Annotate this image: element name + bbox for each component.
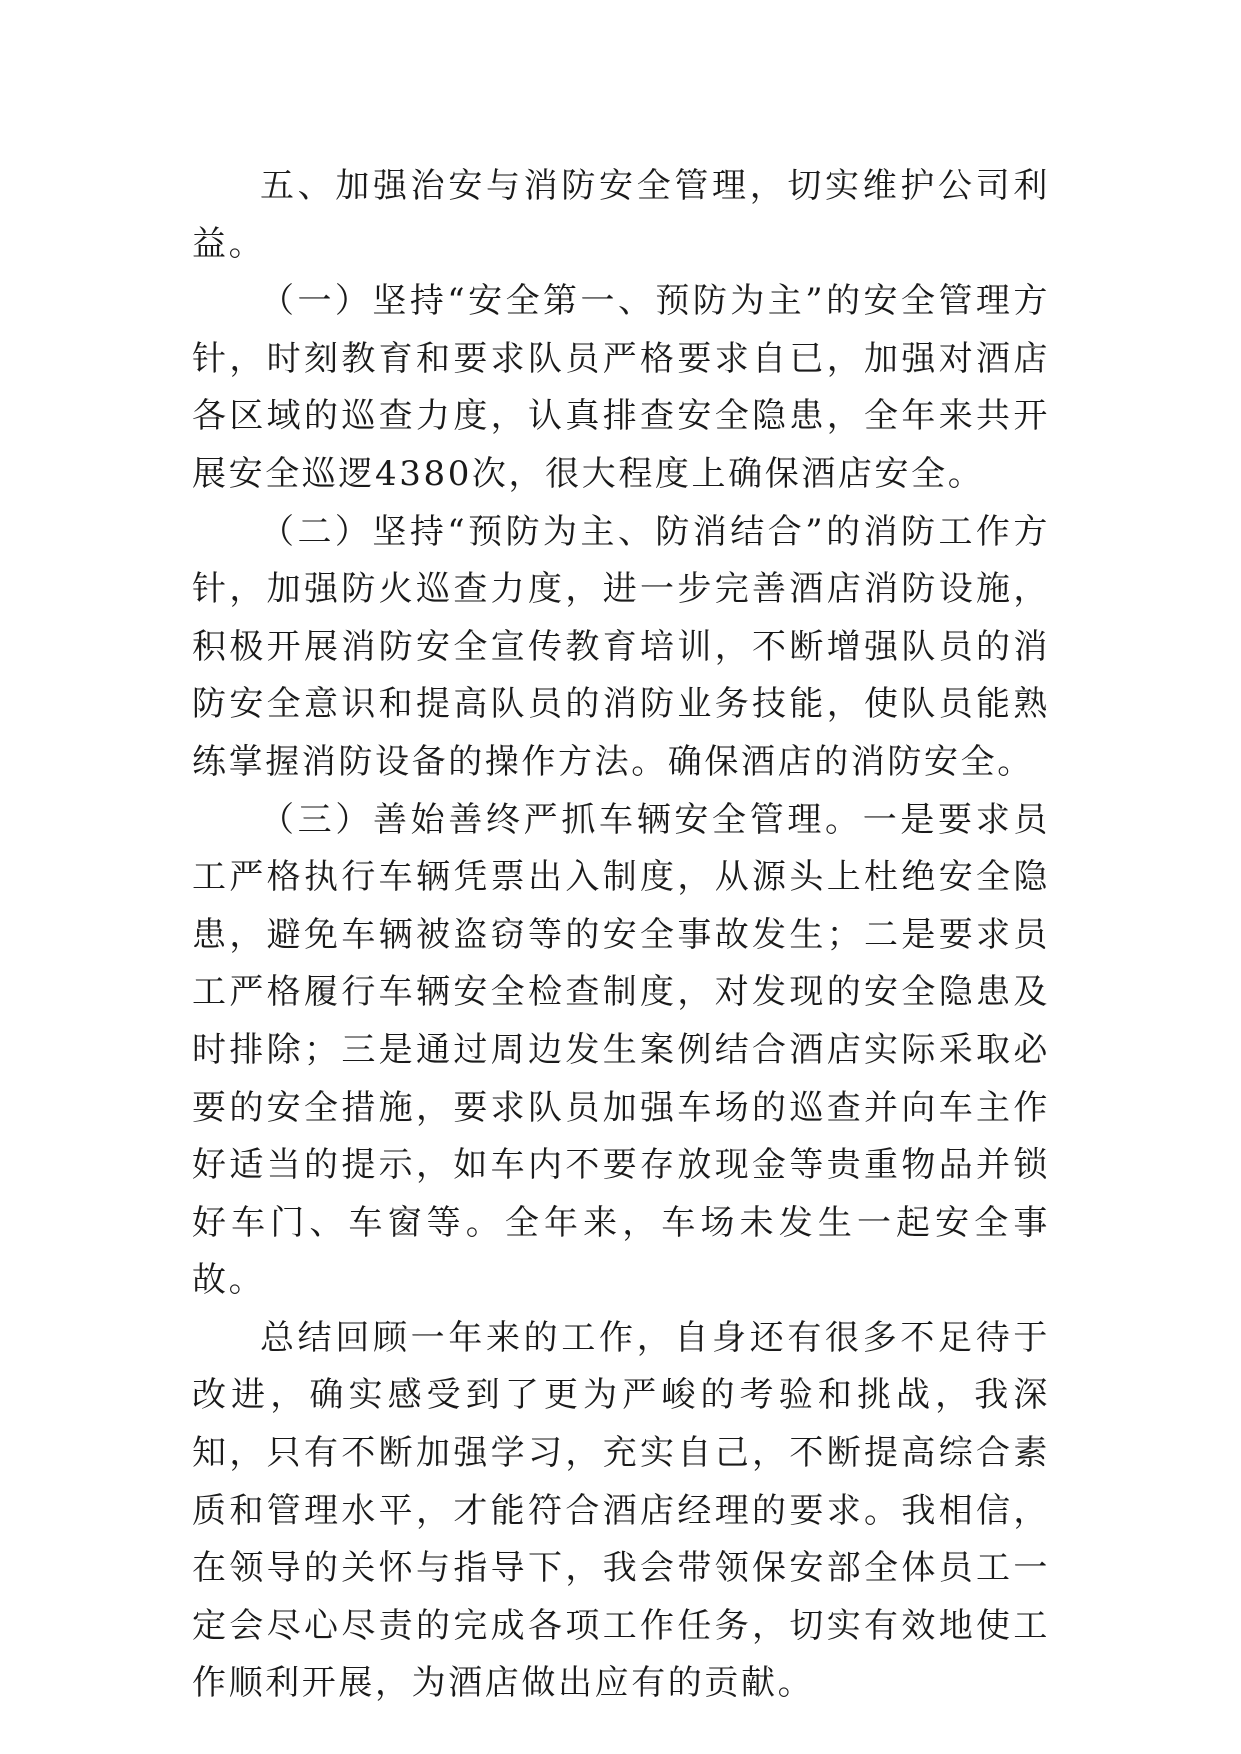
paragraph-fire-safety: （二）坚持“预防为主、防消结合”的消防工作方针，加强防火巡查力度，进一步完善酒店消防设施，积极开展消防安全宣传教育培训，不断增强队员的消防安全意识和提高队员的消防业务技能，使队员能熟练掌握消防设备的操作方法。确保酒店的消防安全。 [192, 511, 1050, 782]
paragraph-vehicle-safety: （三）善始善终严抓车辆安全管理。一是要求员工严格执行车辆凭票出入制度，从源头上杜绝安全隐患，避免车辆被盗窃等的安全事故发生；二是要求员工严格履行车辆安全检查制度，对发现的安全隐患及时排除；三是通过周边发生案例结合酒店实际采取必要的安全措施，要求队员加强车场的巡查并向车主作好适当的提示，如车内不要存放现金等贵重物品并锁好车门、车窗等。全年来，车场未发生一起安全事故。 [192, 799, 1050, 1301]
paragraph-security-patrol: （一）坚持“安全第一、预防为主”的安全管理方针，时刻教育和要求队员严格要求自已，加强对酒店各区域的巡查力度，认真排查安全隐患，全年来共开展安全巡逻4380次，很大程度上确保酒店安全。 [192, 281, 1050, 494]
section-heading: 五、加强治安与消防安全管理，切实维护公司利益。 [192, 166, 1050, 264]
paragraph-summary: 总结回顾一年来的工作，自身还有很多不足待于改进，确实感受到了更为严峻的考验和挑战，我深知，只有不断加强学习，充实自己，不断提高综合素质和管理水平，才能符合酒店经理的要求。我相信，在领导的关怀与指导下，我会带领保安部全体员工一定会尽心尽责的完成各项工作任务，切实有效地使工作顺利开展，为酒店做出应有的贡献。 [192, 1317, 1050, 1704]
document-body [192, 158, 1050, 1713]
